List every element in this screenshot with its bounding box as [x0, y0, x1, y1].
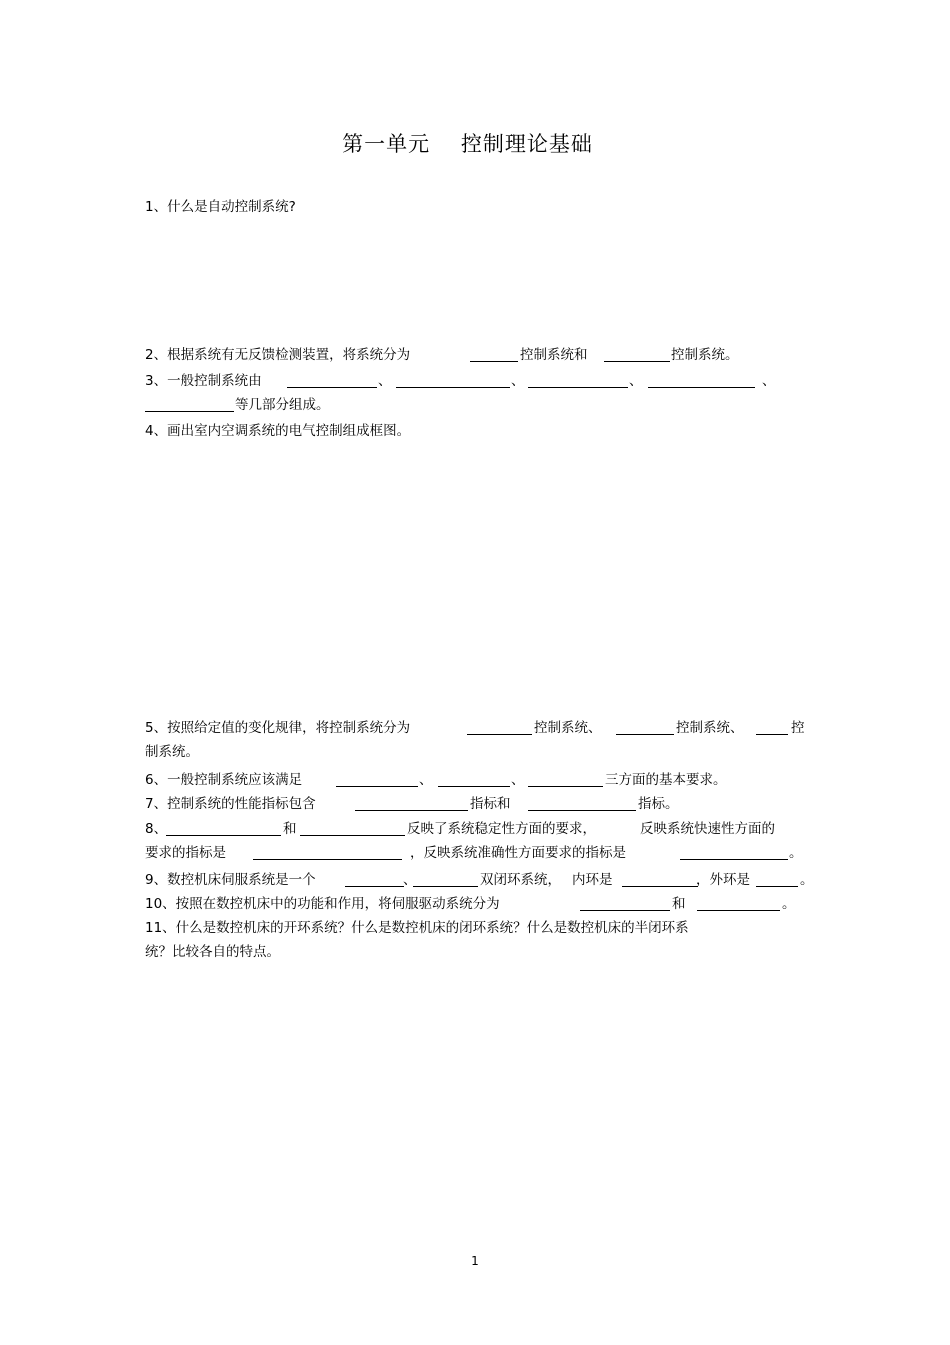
- answer-blank[interactable]: [697, 896, 780, 911]
- separator: 、: [629, 373, 643, 389]
- question-5-text: 制系统。: [145, 744, 199, 760]
- question-3-text: 3、一般控制系统由: [145, 373, 262, 389]
- separator: 、: [419, 772, 433, 788]
- question-4: 4、画出室内空调系统的电气控制组成框图。: [145, 423, 411, 439]
- answer-blank[interactable]: [680, 845, 788, 860]
- question-8-text: 和: [283, 821, 297, 837]
- question-8-text: 反映了系统稳定性方面的要求，: [407, 821, 596, 837]
- answer-blank[interactable]: [648, 373, 755, 388]
- question-9-text: ，外环是: [696, 872, 750, 888]
- answer-blank[interactable]: [467, 720, 532, 735]
- question-10-text: 和: [672, 896, 686, 912]
- separator: 、: [762, 373, 776, 389]
- question-10-text: 10、按照在数控机床中的功能和作用，将伺服驱动系统分为: [145, 896, 500, 912]
- answer-blank[interactable]: [756, 872, 798, 887]
- question-8-text: 8、: [145, 821, 168, 837]
- answer-blank[interactable]: [622, 872, 698, 887]
- question-1: 1、什么是自动控制系统?: [145, 199, 296, 215]
- question-2-text: 控制系统和: [520, 347, 588, 363]
- question-2-text: 控制系统。: [671, 347, 739, 363]
- question-6-text: 6、一般控制系统应该满足: [145, 772, 303, 788]
- answer-blank[interactable]: [470, 347, 518, 362]
- answer-blank[interactable]: [438, 772, 510, 787]
- page-number: 1: [471, 1254, 479, 1268]
- question-8-text: 要求的指标是: [145, 845, 226, 861]
- question-7-text: 指标和: [470, 796, 511, 812]
- question-7-text: 指标。: [638, 796, 679, 812]
- question-10-text: 。: [782, 896, 796, 912]
- question-11-text: 统？比较各自的特点。: [145, 944, 280, 960]
- question-8-text: ，反映系统准确性方面要求的指标是: [410, 845, 626, 861]
- question-2-text: 2、根据系统有无反馈检测装置，将系统分为: [145, 347, 411, 363]
- separator: 、: [511, 373, 525, 389]
- answer-blank[interactable]: [166, 821, 281, 836]
- question-9-text: 双闭环系统，: [480, 872, 561, 888]
- question-5-text: 控: [791, 720, 805, 736]
- answer-blank[interactable]: [145, 397, 234, 412]
- answer-blank[interactable]: [336, 772, 418, 787]
- answer-blank[interactable]: [345, 872, 404, 887]
- question-11-text: 11、什么是数控机床的开环系统？什么是数控机床的闭环系统？什么是数控机床的半闭环系: [145, 920, 689, 936]
- answer-blank[interactable]: [396, 373, 510, 388]
- question-3-text: 等几部分组成。: [235, 397, 330, 413]
- answer-blank[interactable]: [355, 796, 468, 811]
- question-8-text: 反映系统快速性方面的: [640, 821, 775, 837]
- answer-blank[interactable]: [604, 347, 670, 362]
- question-5-text: 控制系统、: [534, 720, 602, 736]
- question-9-text: 。: [800, 872, 814, 888]
- question-5-text: 控制系统、: [676, 720, 744, 736]
- answer-blank[interactable]: [300, 821, 405, 836]
- answer-blank[interactable]: [616, 720, 674, 735]
- answer-blank[interactable]: [413, 872, 478, 887]
- answer-blank[interactable]: [756, 720, 788, 735]
- answer-blank[interactable]: [528, 796, 636, 811]
- answer-blank[interactable]: [528, 373, 628, 388]
- answer-blank[interactable]: [287, 373, 377, 388]
- question-9-text: 9、数控机床伺服系统是一个: [145, 872, 316, 888]
- answer-blank[interactable]: [580, 896, 670, 911]
- separator: 、: [511, 772, 525, 788]
- question-5-text: 5、按照给定值的变化规律，将控制系统分为: [145, 720, 411, 736]
- page-title: 第一单元 控制理论基础: [342, 132, 593, 156]
- question-6-text: 三方面的基本要求。: [605, 772, 727, 788]
- question-9-text: 内环是: [572, 872, 613, 888]
- separator: 、: [378, 373, 392, 389]
- separator: 、: [403, 872, 417, 888]
- answer-blank[interactable]: [253, 845, 402, 860]
- question-7-text: 7、控制系统的性能指标包含: [145, 796, 316, 812]
- answer-blank[interactable]: [528, 772, 603, 787]
- question-8-text: 。: [789, 845, 803, 861]
